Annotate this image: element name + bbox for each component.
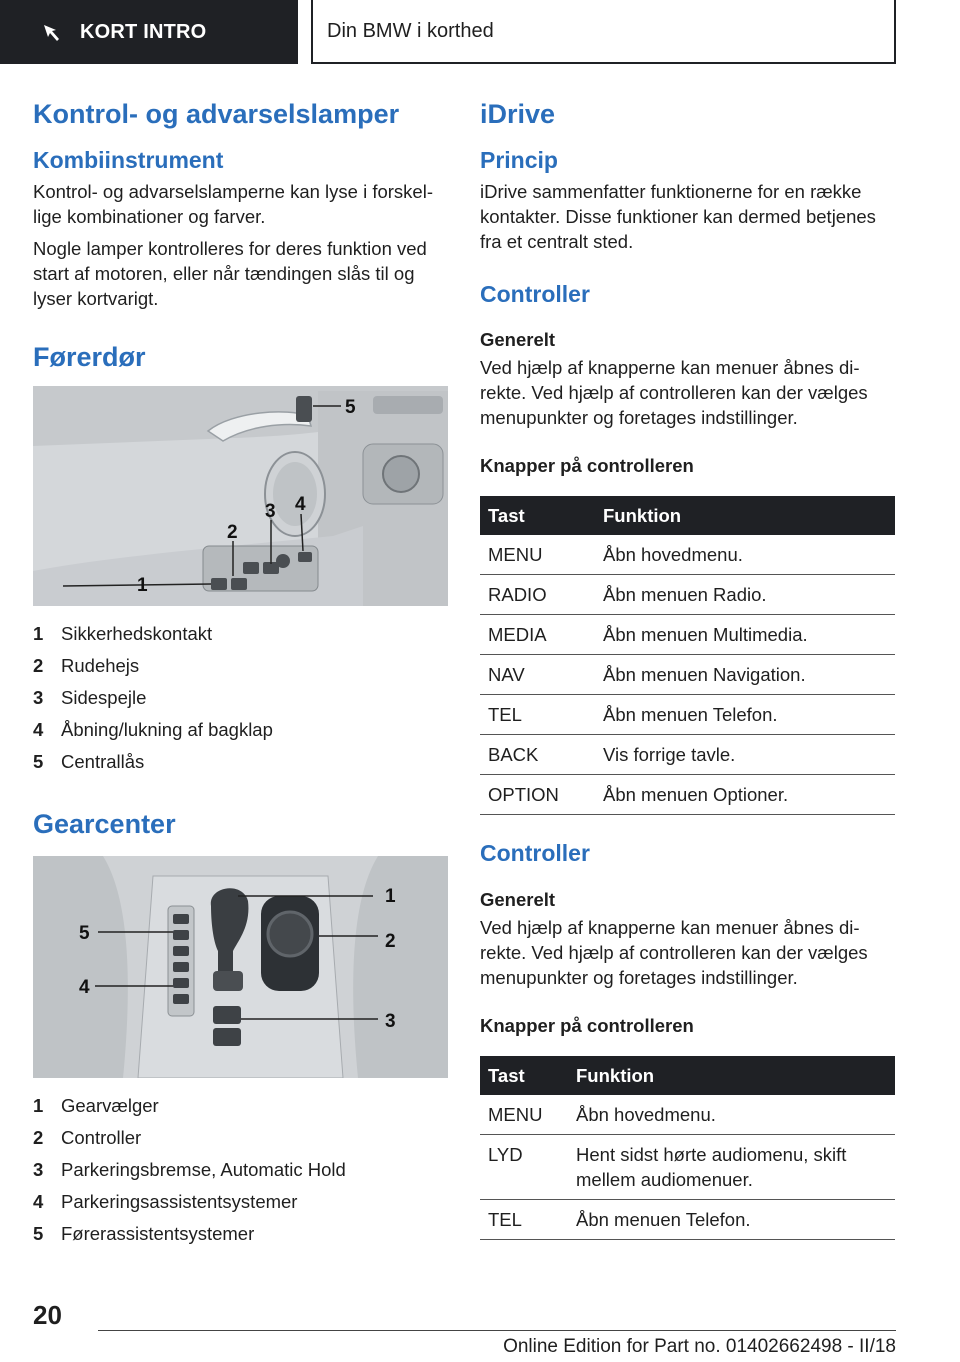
callout-4: 4 — [79, 977, 90, 998]
subtitle-controller: Controller — [480, 840, 590, 867]
gear-center-illustration — [33, 856, 448, 1078]
heading-general: Generelt — [480, 329, 556, 351]
table-row: MENU Åbn hovedmenu. — [480, 1095, 895, 1135]
list-item: 5 Centrallås — [33, 751, 145, 773]
callout-2: 2 — [385, 931, 396, 952]
table-row: RADIO Åbn menuen Radio. — [480, 575, 895, 615]
table-row: TEL Åbn menuen Telefon. — [480, 1200, 895, 1240]
heading-controller-buttons: Knapper på controlleren — [480, 455, 694, 477]
footer-divider — [98, 1330, 896, 1331]
section-title-gear-center: Gearcenter — [33, 809, 176, 840]
controller-buttons-table — [480, 1056, 895, 1240]
table-row: MEDIA Åbn menuen Multimedia. — [480, 615, 895, 655]
heading-general: Generelt — [480, 889, 556, 911]
list-item: 2 Controller — [33, 1127, 142, 1148]
paragraph: Nogle lamper kontrolleres for deres funktion ved start af motoren, eller når tændingen slås til og lyser kortvarigt. — [33, 237, 427, 309]
list-item: 5 Førerassistentsystemer — [33, 1223, 255, 1244]
footer-edition: Online Edition for Part no. 01402662498 - II/18 — [503, 1336, 896, 1357]
callout-5: 5 — [345, 397, 356, 419]
callout-4: 4 — [295, 494, 306, 516]
arrow-icon — [42, 21, 64, 43]
callout-1: 1 — [137, 575, 148, 597]
gear-center-legend — [33, 1090, 448, 1250]
header-tab-label: KORT INTRO — [80, 20, 207, 43]
driver-door-illustration — [33, 386, 448, 606]
header-section-tab[interactable] — [0, 0, 298, 64]
callout-2: 2 — [227, 522, 238, 544]
section-title-idrive: iDrive — [480, 99, 556, 129]
header-title — [311, 0, 896, 64]
heading-controller-buttons: Knapper på controlleren — [480, 1015, 694, 1037]
callout-3: 3 — [265, 501, 276, 523]
section-title-driver-door: Førerdør — [33, 341, 146, 372]
table-row: NAV Åbn menuen Navigation. — [480, 655, 895, 695]
left-column — [33, 98, 448, 1250]
table-row: MENU Åbn hovedmenu. — [480, 535, 895, 575]
header-title-text: Din BMW i korthed — [327, 19, 494, 42]
controller-buttons-table — [480, 496, 895, 815]
column-header: Funktion — [568, 1056, 895, 1095]
subtitle-controller: Controller — [480, 280, 590, 307]
list-item: 3 Parkeringsbremse, Automatic Hold — [33, 1159, 346, 1180]
table-row: TEL Åbn menuen Telefon. — [480, 695, 895, 735]
page-number: 20 — [33, 1300, 62, 1330]
table-row: LYD Hent sidst hørte audiomenu, skift mellem audiomenuer. — [480, 1135, 895, 1200]
paragraph: iDrive sammenfatter funktionerne for en række kontakter. Disse funktioner kan dermed betjenes fra et centralt sted. — [480, 180, 876, 252]
callout-1: 1 — [385, 886, 396, 907]
callout-3: 3 — [385, 1011, 396, 1032]
list-item: 4 Åbning/lukning af bagklap — [33, 719, 273, 741]
callout-5: 5 — [79, 923, 90, 944]
driver-door-figure — [33, 386, 448, 606]
section-title-warning-lamps: Kontrol- og advarselslamper — [33, 99, 400, 129]
table-row: BACK Vis forrige tavle. — [480, 735, 895, 775]
list-item: 1 Sikkerhedskontakt — [33, 623, 213, 645]
table-header-row — [480, 496, 895, 535]
driver-door-legend — [33, 618, 448, 778]
paragraph: Ved hjælp af knapperne kan menuer åbnes di-rekte. Ved hjælp af controlleren kan der vælges menupunkter og foretages indstillinger. — [480, 917, 868, 989]
right-column — [480, 98, 895, 1240]
column-header: Tast — [480, 496, 595, 535]
subtitle-principle: Princip — [480, 146, 558, 173]
subtitle-instrument-cluster: Kombiinstrument — [33, 146, 224, 173]
column-header: Funktion — [595, 496, 895, 535]
gear-center-figure — [33, 856, 448, 1078]
table-header-row — [480, 1056, 895, 1095]
list-item: 1 Gearvælger — [33, 1095, 159, 1116]
list-item: 3 Sidespejle — [33, 687, 147, 709]
list-item: 4 Parkeringsassistentsystemer — [33, 1191, 298, 1212]
table-row: OPTION Åbn menuen Optioner. — [480, 775, 895, 815]
paragraph: Ved hjælp af knapperne kan menuer åbnes di-rekte. Ved hjælp af controlleren kan der vælges menupunkter og foretages indstillinger. — [480, 357, 868, 429]
list-item: 2 Rudehejs — [33, 655, 140, 677]
paragraph: Kontrol- og advarselslamperne kan lyse i forskel-lige kombinationer og farver. — [33, 180, 433, 227]
column-header: Tast — [480, 1056, 568, 1095]
